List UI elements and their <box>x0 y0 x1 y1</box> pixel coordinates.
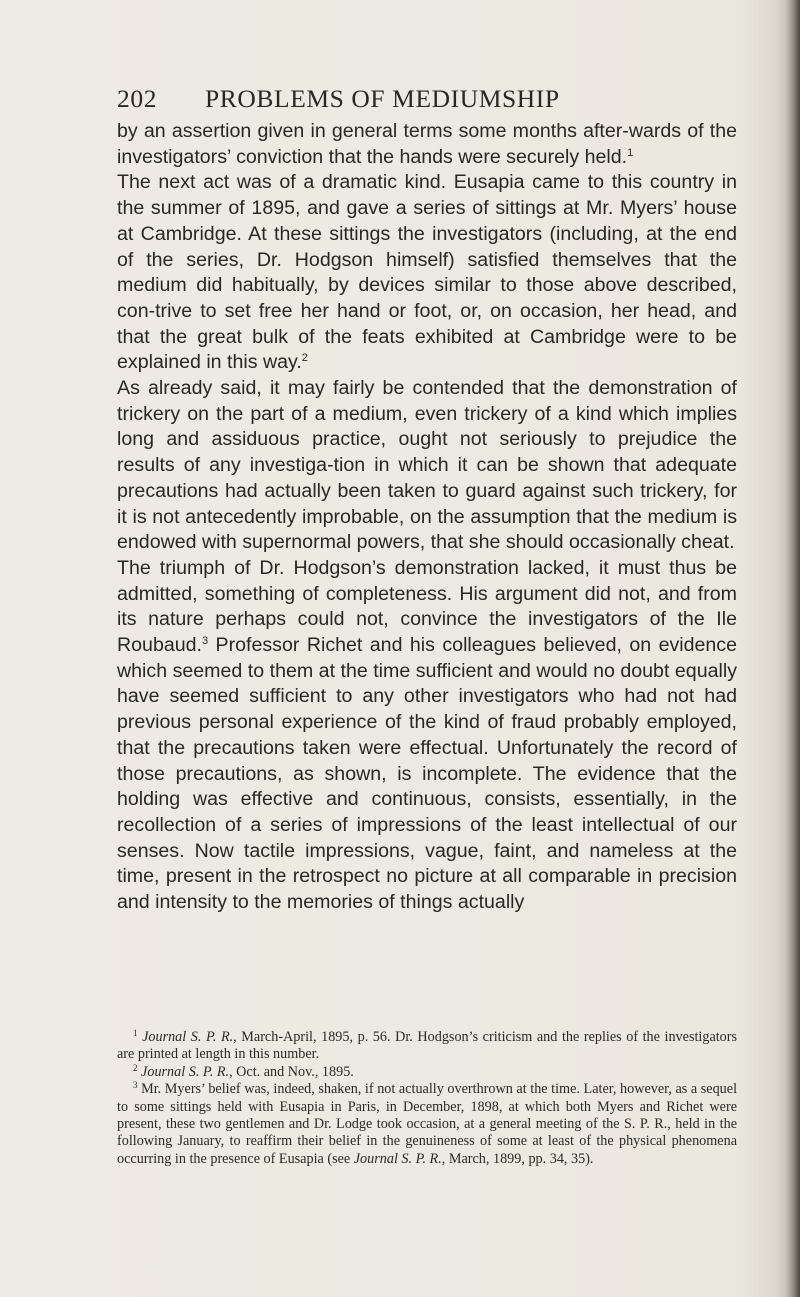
footnotes <box>117 1029 737 1168</box>
journal-title: Journal S. P. R. <box>142 1029 234 1045</box>
footnote-ref: 3 <box>201 635 209 648</box>
footnote-ref: 1 <box>627 146 634 159</box>
running-header <box>117 84 737 114</box>
body-text <box>117 119 737 916</box>
footnote: $^1$ Journal S. P. R., March-April, 1895, p. 56. Dr. Hodgson’s criticism and the replies of the investigators are printed at length in this number. <box>117 1028 738 1063</box>
page-edge-shadow <box>786 0 800 1297</box>
paragraph: The next act was of a dramatic kind. Eusapia came to this country in the summer of 1895, and gave a series of sittings at Mr. Myers’ house at Cambridge. At these sittings the investigators (including, at the end of the series, Dr. Hodgson himself) satisfied themselves that the medium did habitually, by devices similar to those above described, con-trive to set free her hand or foot, or, on occasion, her head, and that the great bulk of the feats exhibited at Cambridge were to be explained in this way.$^2$ <box>117 171 737 374</box>
page-number: 202 <box>117 84 158 113</box>
footnote-ref: 2 <box>301 352 308 365</box>
footnote: $^3$ Mr. Myers’ belief was, indeed, shaken, if not actually overthrown at the time. Later, however, as a sequel to some sittings held with Eusapia in Paris, in December, 1898, at which both Myers and Richet were present, these two gentlemen and Dr. Lodge took occasion, at a general meeting of the S. P. R., held in the following January, to reaffirm their belief in the genuineness of some at least of the physical phenomena occurring in the presence of Eusapia (see Journal S. P. R., March, 1899, pp. 34, 35). <box>117 1080 738 1167</box>
paragraph: by an assertion given in general terms some months after-wards of the investigators’ conviction that the hands were securely held.$^1$ <box>117 120 737 168</box>
journal-title: Journal S. P. R. <box>141 1063 230 1080</box>
running-title: PROBLEMS OF MEDIUMSHIP <box>205 84 560 113</box>
paragraph: The triumph of Dr. Hodgson’s demonstration lacked, it must thus be admitted, something of completeness. His argument did not, and from its nature perhaps could not, convince the investigators of the Ile Roubaud.$^3$ Professor Richet and his colleagues believed, on evidence which seemed to them at the time sufficient and would no doubt equally have seemed sufficient to any other investigators who had not had previous personal experience of the kind of fraud probably employed, that the precautions taken were effectual. Unfortunately the record of those precautions, as shown, is incomplete. The evidence that the holding was effective and continuous, consists, essentially, in the recollection of a series of impressions of the least intellectual of our senses. Now tactile impressions, vague, faint, and nameless at the time, present in the retrospect no picture at all comparable in precision and intensity to the memories of things actually <box>117 556 737 914</box>
journal-title: Journal S. P. R. <box>353 1150 442 1167</box>
paragraph: As already said, it may fairly be contended that the demonstration of trickery on the part of a medium, even trickery of a kind which implies long and assiduous practice, ought not seriously to prejudice the results of any investiga-tion in which it can be shown that adequate precautions had actually been taken to guard against such trickery, for it is not antecedently improbable, on the assumption that the medium is endowed with supernormal powers, that she should occasionally cheat. <box>117 377 737 554</box>
footnote: $^2$ Journal S. P. R., Oct. and Nov., 1895. <box>133 1062 354 1080</box>
